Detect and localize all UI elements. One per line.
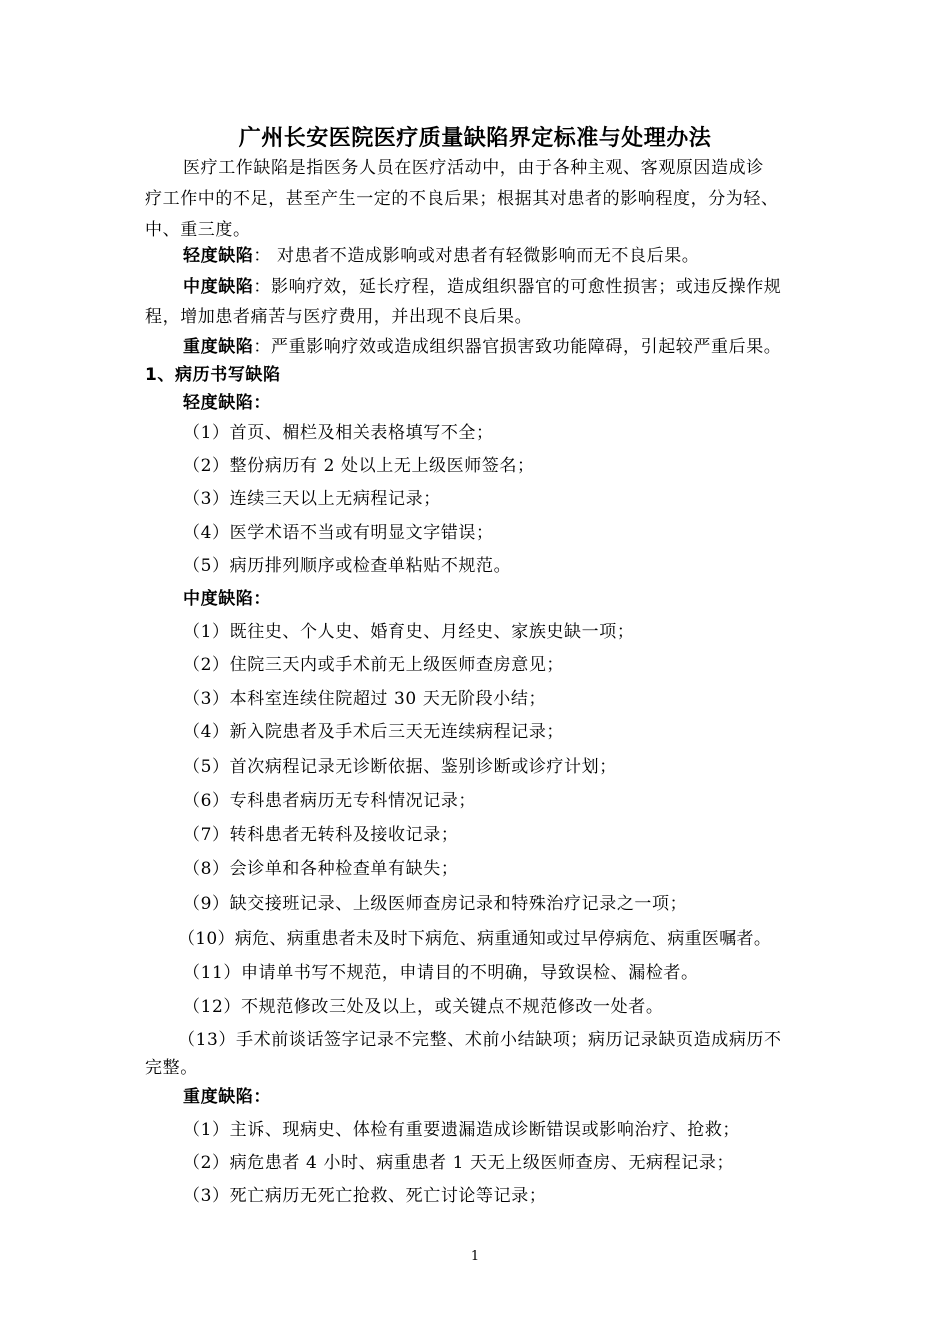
list-item: （12）不规范修改三处及以上，或关键点不规范修改一处者。 [183,997,664,1017]
definition-mild [183,245,699,267]
mild-label: 轻度缺陷： [183,393,271,413]
definition-severe [183,336,781,358]
list-item: （8）会诊单和各种检查单有缺失； [183,859,459,879]
moderate-label: 中度缺陷： [183,589,271,609]
section-heading: 1、病历书写缺陷 [145,365,281,385]
list-item: （6）专科患者病历无专科情况记录； [183,791,477,811]
document-title: 广州长安医院医疗质量缺陷界定标准与处理办法 [238,126,712,151]
list-item: （4）新入院患者及手术后三天无连续病程记录； [183,722,565,742]
definition-severe-label: 重度缺陷 [183,337,254,357]
list-item: （5）病历排列顺序或检查单粘贴不规范。 [183,556,512,576]
list-item: （9）缺交接班记录、上级医师查房记录和特殊治疗记录之一项； [183,894,688,914]
list-item-cont: 完整。 [145,1058,198,1078]
list-item: （4）医学术语不当或有明显文字错误； [183,523,494,543]
list-item: （1）首页、楣栏及相关表格填写不全； [183,423,494,443]
list-item: （2）住院三天内或手术前无上级医师查房意见； [183,655,565,675]
list-item: （13）手术前谈话签字记录不完整、术前小结缺项；病历记录缺页造成病历不 [178,1030,782,1050]
definition-severe-text: ：严重影响疗效或造成组织器官损害致功能障碍，引起较严重后果。 [253,337,782,357]
page-number: 1 [470,1249,480,1264]
intro-line-3: 中、重三度。 [145,220,251,240]
list-item: （11）申请单书写不规范，申请目的不明确，导致误检、漏检者。 [183,963,699,983]
definition-moderate [183,276,781,298]
definition-moderate-cont: 程，增加患者痛苦与医疗费用，并出现不良后果。 [145,307,533,327]
list-item: （7）转科患者无转科及接收记录； [183,825,459,845]
list-item: （1）既往史、个人史、婚育史、月经史、家族史缺一项； [183,622,635,642]
intro-line-2: 疗工作中的不足，甚至产生一定的不良后果；根据其对患者的影响程度，分为轻、 [145,189,779,209]
list-item: （5）首次病程记录无诊断依据、鉴别诊断或诊疗计划； [183,757,617,777]
list-item: （3）死亡病历无死亡抢救、死亡讨论等记录； [183,1186,547,1206]
definition-moderate-label: 中度缺陷 [183,277,254,297]
definition-moderate-text: ：影响疗效，延长疗程，造成组织器官的可愈性损害；或违反操作规 [253,277,782,297]
intro-line-1: 医疗工作缺陷是指医务人员在医疗活动中，由于各种主观、客观原因造成诊 [183,158,764,178]
list-item: （3）本科室连续住院超过 30 天无阶段小结； [183,689,547,709]
list-item: （2）整份病历有 2 处以上无上级医师签名； [183,456,535,476]
list-item: （3）连续三天以上无病程记录； [183,489,441,509]
list-item: （1）主诉、现病史、体检有重要遗漏造成诊断错误或影响治疗、抢救； [183,1120,741,1140]
definition-mild-text: ： 对患者不造成影响或对患者有轻微影响而无不良后果。 [253,246,700,266]
list-item: （2）病危患者 4 小时、病重患者 1 天无上级医师查房、无病程记录； [183,1153,735,1173]
severe-label: 重度缺陷： [183,1087,271,1107]
definition-mild-label: 轻度缺陷 [183,246,254,266]
list-item: （10）病危、病重患者未及时下病危、病重通知或过早停病危、病重医嘱者。 [178,929,772,949]
